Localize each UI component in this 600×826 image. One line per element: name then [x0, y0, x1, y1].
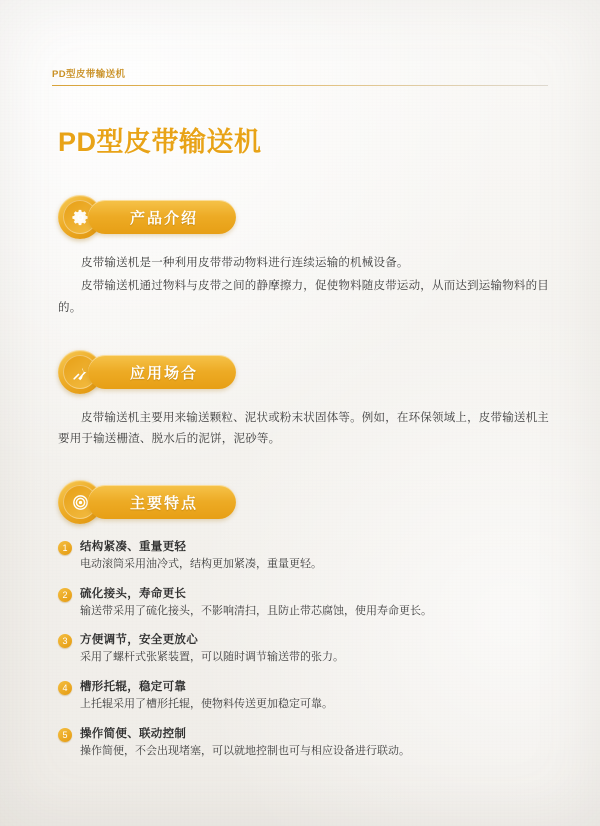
section-product-intro	[58, 195, 552, 321]
paragraph: 皮带输送机通过物料与皮带之间的静摩擦力，促使物料随皮带运动，从而达到运输物料的目的。	[58, 280, 549, 314]
feature-number: 3	[58, 634, 72, 648]
section-title-main-features: 主要特点	[130, 494, 199, 512]
section-heading-application-scene	[58, 350, 552, 394]
page-title: PD型皮带输送机	[58, 127, 262, 157]
feature-title: 操作简便、联动控制	[80, 727, 187, 740]
section-main-features	[58, 480, 552, 771]
list-item	[58, 538, 552, 574]
section-application-scene	[58, 350, 552, 453]
feature-title: 方便调节，安全更放心	[80, 634, 198, 647]
pill-application-scene	[88, 355, 236, 389]
feature-list	[58, 538, 552, 760]
feature-number: 1	[58, 541, 72, 555]
feature-number: 4	[58, 681, 72, 695]
list-item	[58, 725, 552, 761]
page-header	[52, 66, 548, 86]
paragraph: 皮带输送机是一种利用皮带带动物料进行连续运输的机械设备。	[81, 257, 409, 269]
feature-description: 上托辊采用了槽形托辊，使物料传送更加稳定可靠。	[80, 698, 333, 711]
list-item	[58, 678, 552, 714]
feature-description: 操作简便，不会出现堵塞，可以就地控制也可与相应设备进行联动。	[80, 744, 410, 757]
pill-product-intro	[88, 200, 236, 234]
feature-number: 5	[58, 728, 72, 742]
section-title-application-scene: 应用场合	[130, 364, 199, 382]
feature-title: 结构紧凑、重量更轻	[80, 541, 187, 553]
paragraph: 皮带输送机主要用来输送颗粒、泥状或粉末状固体等。例如，在环保领域上，皮带输送机主要用于输送栅渣、脱水后的泥饼，泥砂等。	[58, 412, 549, 446]
feature-title: 硫化接头，寿命更长	[80, 587, 187, 600]
header-divider	[52, 85, 548, 86]
feature-description: 采用了螺杆式张紧装置，可以随时调节输送带的张力。	[80, 651, 344, 664]
section-heading-product-intro	[58, 195, 552, 239]
section-title-product-intro: 产品介绍	[130, 209, 199, 227]
feature-description: 输送带采用了硫化接头，不影响清扫，且防止带芯腐蚀，使用寿命更长。	[80, 604, 432, 617]
feature-title: 槽形托辊，稳定可靠	[80, 681, 187, 694]
section-heading-main-features	[58, 480, 552, 524]
list-item	[58, 631, 552, 667]
feature-number: 2	[58, 588, 72, 602]
pill-main-features	[88, 485, 236, 519]
feature-description: 电动滚筒采用油冷式，结构更加紧凑，重量更轻。	[80, 558, 322, 570]
list-item	[58, 585, 552, 621]
header-label: PD型皮带输送机	[52, 69, 126, 80]
